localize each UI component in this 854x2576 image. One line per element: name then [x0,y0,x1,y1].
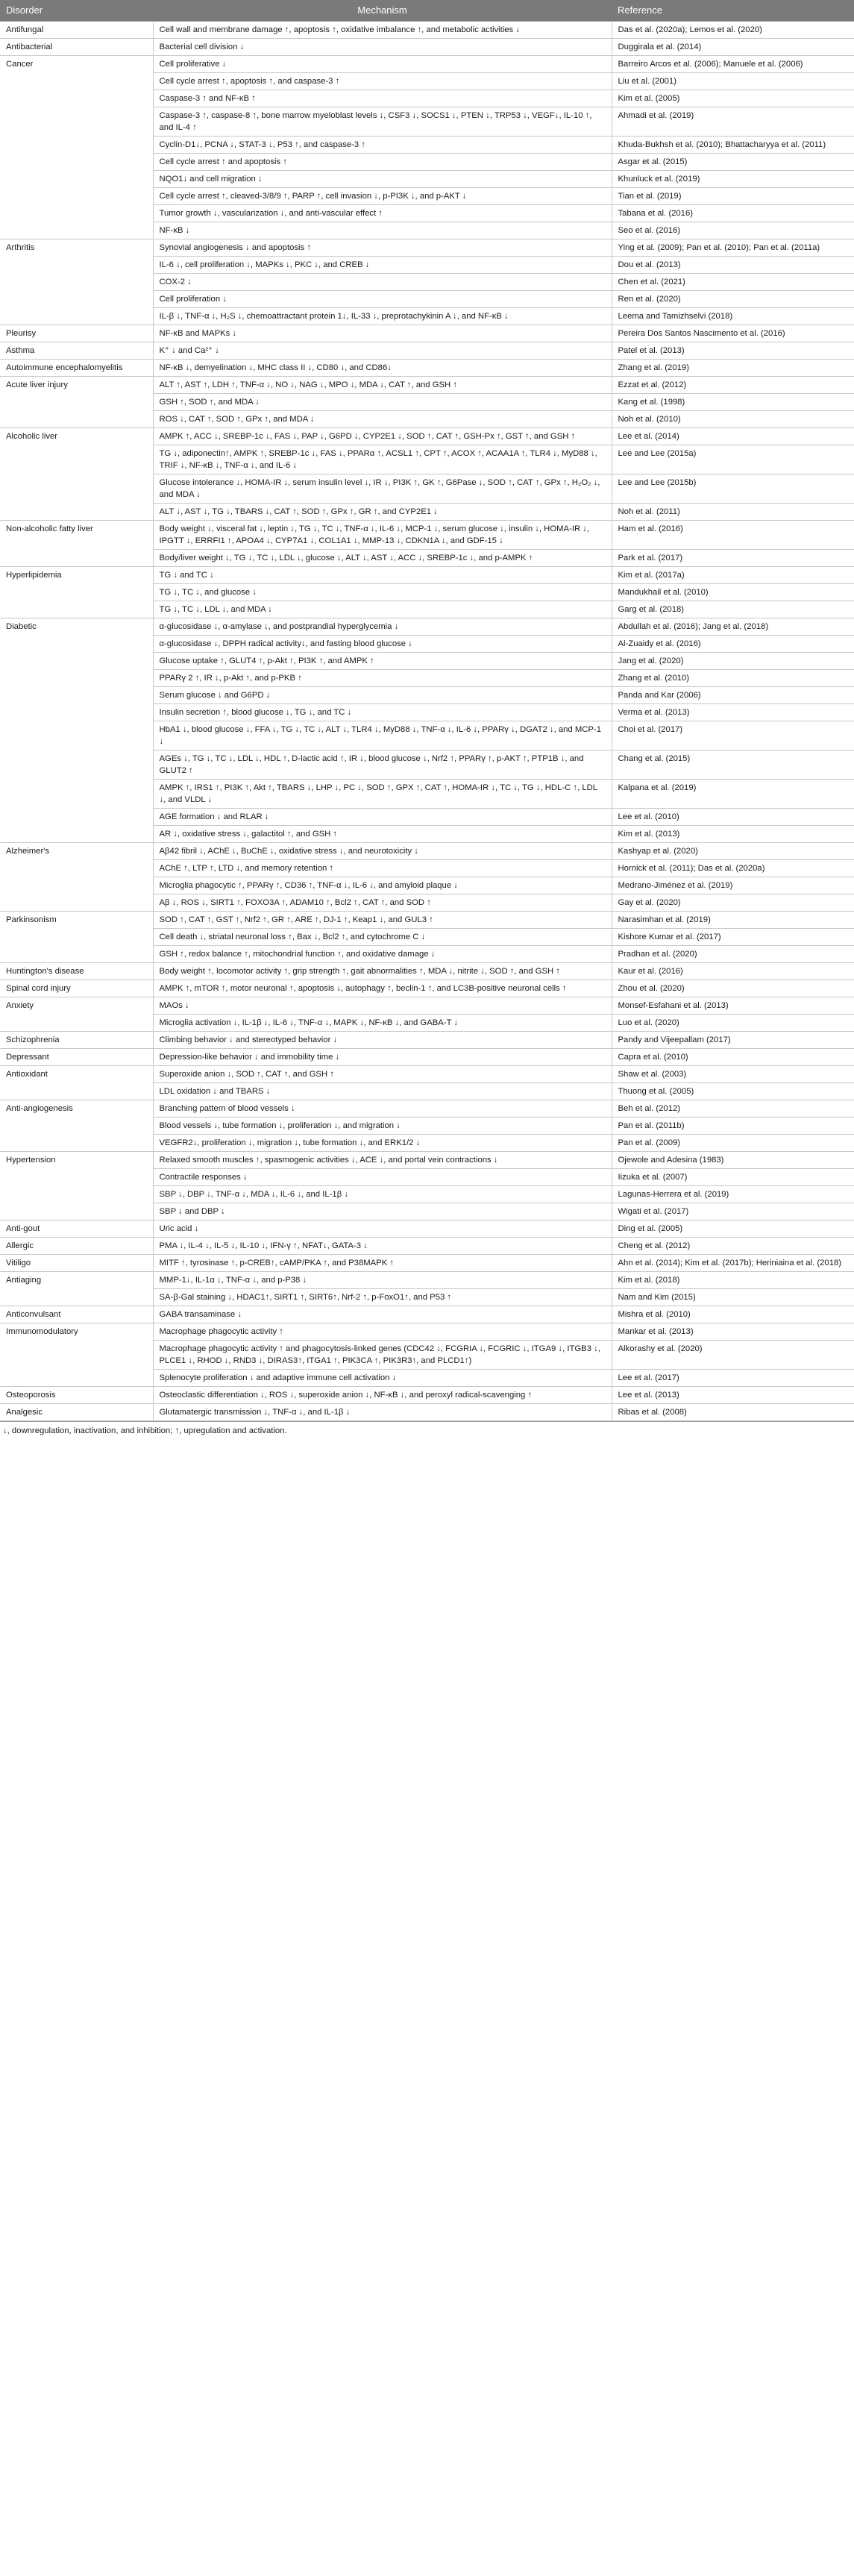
reference-cell: Chang et al. (2015) [612,750,854,780]
mechanism-cell: IL-β ↓, TNF-α ↓, H₂S ↓, chemoattractant protein 1↓, IL-33 ↓, preprotachykinin A ↓, and NF-κB ↓ [153,308,612,325]
disorder-cell: Antioxidant [0,1066,153,1100]
reference-cell: Luo et al. (2020) [612,1015,854,1032]
mechanism-cell: AMPK ↑, IRS1 ↑, PI3K ↑, Akt ↑, TBARS ↓, LHP ↓, PC ↓, SOD ↑, GPX ↑, CAT ↑, HOMA-IR ↓, TC ↓, TG ↓, HDL-C ↑, LDL ↓, and VLDL ↓ [153,780,612,809]
mechanism-cell: ROS ↓, CAT ↑, SOD ↑, GPx ↑, and MDA ↓ [153,411,612,428]
mechanism-cell: MITF ↑, tyrosinase ↑, p-CREB↑, cAMP/PKA ↑, and P38MAPK ↑ [153,1255,612,1272]
mechanism-cell: LDL oxidation ↓ and TBARS ↓ [153,1083,612,1100]
mechanism-cell: Depression-like behavior ↓ and immobility time ↓ [153,1049,612,1066]
reference-cell: Panda and Kar (2006) [612,687,854,704]
disorder-cell: Depressant [0,1049,153,1066]
table-row [0,239,854,257]
reference-cell: Liu et al. (2001) [612,73,854,90]
mechanism-cell: Cell proliferative ↓ [153,56,612,73]
reference-cell: Ahn et al. (2014); Kim et al. (2017b); Heriniaina et al. (2018) [612,1255,854,1272]
mechanism-cell: Branching pattern of blood vessels ↓ [153,1100,612,1118]
disorder-cell: Alzheimer's [0,843,153,912]
reference-cell: Lee and Lee (2015a) [612,445,854,474]
reference-cell: Khuda-Bukhsh et al. (2010); Bhattacharyya et al. (2011) [612,137,854,154]
reference-cell: Pradhan et al. (2020) [612,946,854,963]
mechanism-cell: Serum glucose ↓ and G6PD ↓ [153,687,612,704]
disorder-cell: Non-alcoholic fatty liver [0,521,153,567]
header-row [0,0,854,22]
reference-cell: Ham et al. (2016) [612,521,854,550]
disorder-cell: Allergic [0,1238,153,1255]
mechanism-cell: SBP ↓ and DBP ↓ [153,1203,612,1220]
reference-cell: Lee et al. (2013) [612,1387,854,1404]
mechanism-cell: TG ↓, TC ↓, LDL ↓, and MDA ↓ [153,601,612,618]
mechanism-cell: NQO1↓ and cell migration ↓ [153,171,612,188]
mechanism-cell: IL-6 ↓, cell proliferation ↓, MAPKs ↓, PKC ↓, and CREB ↓ [153,257,612,274]
reference-cell: Tabana et al. (2016) [612,205,854,222]
disorder-cell: Alcoholic liver [0,428,153,521]
table-header [0,0,854,22]
table-row [0,1306,854,1323]
mechanism-cell: MAOs ↓ [153,997,612,1015]
mechanism-cell: Tumor growth ↓, vascularization ↓, and anti-vascular effect ↑ [153,205,612,222]
table-row [0,1066,854,1083]
disorder-cell: Anti-angiogenesis [0,1100,153,1152]
reference-cell: Pan et al. (2011b) [612,1118,854,1135]
mechanism-cell: Glutamatergic transmission ↓, TNF-α ↓, and IL-1β ↓ [153,1404,612,1421]
reference-cell: Pandy and Vijeepallam (2017) [612,1032,854,1049]
reference-cell: Lee and Lee (2015b) [612,474,854,504]
reference-cell: Thuong et al. (2005) [612,1083,854,1100]
table-row [0,22,854,39]
disorder-cell: Osteoporosis [0,1387,153,1404]
reference-cell: Mandukhail et al. (2010) [612,584,854,601]
table-row [0,1049,854,1066]
table-row [0,521,854,550]
mechanism-cell: Caspase-3 ↑, caspase-8 ↑, bone marrow myeloblast levels ↓, CSF3 ↓, SOCS1 ↓, PTEN ↓, TRP53 ↓, VEGF↓, IL-10 ↑, and IL-4 ↑ [153,107,612,137]
mechanism-cell: Splenocyte proliferation ↓ and adaptive immune cell activation ↓ [153,1370,612,1387]
mechanism-cell: α-glucosidase ↓, DPPH radical activity↓, and fasting blood glucose ↓ [153,636,612,653]
reference-cell: Lee et al. (2010) [612,809,854,826]
mechanism-cell: TG ↓, adiponectin↑, AMPK ↑, SREBP-1c ↓, FAS ↓, PPARα ↑, ACSL1 ↑, CPT ↑, ACOX ↑, ACAA1A ↑, TLR4 ↓, MyD88 ↓, TRIF ↓, NF-κB ↓, TNF-α ↓, and IL-6 ↓ [153,445,612,474]
header-mechanism: Mechanism [153,0,612,22]
mechanism-cell: Cell cycle arrest ↑, apoptosis ↑, and caspase-3 ↑ [153,73,612,90]
reference-cell: Gay et al. (2020) [612,894,854,912]
reference-cell: Medrano-Jiménez et al. (2019) [612,877,854,894]
mechanism-cell: HbA1 ↓, blood glucose ↓, FFA ↓, TG ↓, TC ↓, ALT ↓, TLR4 ↓, MyD88 ↓, TNF-α ↓, IL-6 ↓, PPARγ ↓, DGAT2 ↓, and MCP-1 ↓ [153,721,612,750]
mechanism-cell: GSH ↑, redox balance ↑, mitochondrial function ↑, and oxidative damage ↓ [153,946,612,963]
table-row [0,618,854,636]
disorder-cell: Arthritis [0,239,153,325]
table-row [0,1323,854,1341]
mechanism-cell: TG ↓, TC ↓, and glucose ↓ [153,584,612,601]
mechanism-cell: SBP ↓, DBP ↓, TNF-α ↓, MDA ↓, IL-6 ↓, and IL-1β ↓ [153,1186,612,1203]
mechanism-cell: Body weight ↓, visceral fat ↓, leptin ↓, TG ↓, TC ↓, TNF-α ↓, IL-6 ↓, MCP-1 ↓, serum glucose ↓, insulin ↓, HOMA-IR ↓, IPGTT ↓, ERRFI1 ↑, APOA4 ↓, CYP7A1 ↓, COL1A1 ↓, MMP-13 ↓, CDKN1A ↓, and GDF-15 ↓ [153,521,612,550]
disorder-cell: Pleurisy [0,325,153,342]
mechanism-cell: ALT ↑, AST ↑, LDH ↑, TNF-α ↓, NO ↓, NAG ↓, MPO ↓, MDA ↓, CAT ↑, and GSH ↑ [153,377,612,394]
mechanism-cell: Osteoclastic differentiation ↓, ROS ↓, superoxide anion ↓, NF-κB ↓, and peroxyl radical-scavenging ↑ [153,1387,612,1404]
reference-cell: Khunluck et al. (2019) [612,171,854,188]
table-row [0,1255,854,1272]
mechanism-cell: Superoxide anion ↓, SOD ↑, CAT ↑, and GSH ↑ [153,1066,612,1083]
disorder-cell: Asthma [0,342,153,360]
reference-cell: Asgar et al. (2015) [612,154,854,171]
reference-cell: Kang et al. (1998) [612,394,854,411]
table-row [0,1387,854,1404]
mechanism-cell: PPARγ 2 ↑, IR ↓, p-Akt ↑, and p-PKB ↑ [153,670,612,687]
mechanism-cell: MMP-1↓, IL-1α ↓, TNF-α ↓, and p-P38 ↓ [153,1272,612,1289]
mechanism-cell: Macrophage phagocytic activity ↑ [153,1323,612,1341]
disorder-cell: Analgesic [0,1404,153,1421]
disorder-cell: Schizophrenia [0,1032,153,1049]
mechanism-cell: α-glucosidase ↓, α-amylase ↓, and postprandial hyperglycemia ↓ [153,618,612,636]
reference-cell: Abdullah et al. (2016); Jang et al. (2018) [612,618,854,636]
mechanism-cell: Cell cycle arrest ↑ and apoptosis ↑ [153,154,612,171]
table-row [0,1100,854,1118]
mechanism-cell: COX-2 ↓ [153,274,612,291]
mechanism-cell: AGE formation ↓ and RLAR ↓ [153,809,612,826]
mechanism-cell: Aβ ↓, ROS ↓, SIRT1 ↑, FOXO3A ↑, ADAM10 ↑, Bcl2 ↑, CAT ↑, and SOD ↑ [153,894,612,912]
table-row [0,377,854,394]
disorder-cell: Vitiligo [0,1255,153,1272]
mechanism-cell: GSH ↑, SOD ↑, and MDA ↓ [153,394,612,411]
mechanism-cell: AMPK ↑, mTOR ↑, motor neuronal ↑, apoptosis ↓, autophagy ↑, beclin-1 ↑, and LC3B-positive neuronal cells ↑ [153,980,612,997]
mechanism-cell: Glucose intolerance ↓, HOMA-IR ↓, serum insulin level ↓, IR ↓, PI3K ↑, GK ↑, G6Pase ↓, SOD ↑, CAT ↑, GPx ↑, H₂O₂ ↓, and MDA ↓ [153,474,612,504]
mechanism-cell: Body/liver weight ↓, TG ↓, TC ↓, LDL ↓, glucose ↓, ALT ↓, AST ↓, ACC ↓, SREBP-1c ↓, and p-AMPK ↑ [153,550,612,567]
mechanism-cell: K⁺ ↓ and Ca²⁺ ↓ [153,342,612,360]
reference-cell: Alkorashy et al. (2020) [612,1341,854,1370]
mechanism-cell: ALT ↓, AST ↓, TG ↓, TBARS ↓, CAT ↑, SOD ↑, GPx ↑, GR ↑, and CYP2E1 ↓ [153,504,612,521]
mechanism-cell: VEGFR2↓, proliferation ↓, migration ↓, tube formation ↓, and ERK1/2 ↓ [153,1135,612,1152]
reference-cell: Kim et al. (2013) [612,826,854,843]
mechanism-cell: AChE ↑, LTP ↑, LTD ↓, and memory retention ↑ [153,860,612,877]
reference-cell: Verma et al. (2013) [612,704,854,721]
reference-cell: Lee et al. (2017) [612,1370,854,1387]
reference-cell: Hornick et al. (2011); Das et al. (2020a) [612,860,854,877]
mechanism-cell: Macrophage phagocytic activity ↑ and phagocytosis-linked genes (CDC42 ↓, FCGRIA ↓, FCGRIC ↓, ITGA9 ↓, ITGB3 ↓, PLCE1 ↓, RHOD ↓, RND3 ↓, DIRAS3↑, ITGA1 ↑, PIK3CA ↑, PIK3R3↑, and PLCD1↑) [153,1341,612,1370]
reference-cell: Das et al. (2020a); Lemos et al. (2020) [612,22,854,39]
reference-cell: Zhou et al. (2020) [612,980,854,997]
reference-cell: Kishore Kumar et al. (2017) [612,929,854,946]
disorder-cell: Antiaging [0,1272,153,1306]
mechanism-cell: Insulin secretion ↑, blood glucose ↓, TG ↓, and TC ↓ [153,704,612,721]
mechanism-cell: TG ↓ and TC ↓ [153,567,612,584]
reference-cell: Garg et al. (2018) [612,601,854,618]
reference-cell: Patel et al. (2013) [612,342,854,360]
disorder-cell: Diabetic [0,618,153,843]
table-row [0,567,854,584]
reference-cell: Dou et al. (2013) [612,257,854,274]
reference-cell: Ezzat et al. (2012) [612,377,854,394]
reference-cell: Zhang et al. (2019) [612,360,854,377]
reference-cell: Monsef-Esfahani et al. (2013) [612,997,854,1015]
reference-cell: Ojewole and Adesina (1983) [612,1152,854,1169]
mechanism-cell: Contractile responses ↓ [153,1169,612,1186]
mechanism-cell: Uric acid ↓ [153,1220,612,1238]
table-row [0,963,854,980]
disorder-cell: Hyperlipidemia [0,567,153,618]
mechanism-cell: Blood vessels ↓, tube formation ↓, proliferation ↓, and migration ↓ [153,1118,612,1135]
disorder-cell: Antifungal [0,22,153,39]
reference-cell: Kaur et al. (2016) [612,963,854,980]
table-row [0,360,854,377]
mechanism-cell: Microglia phagocytic ↑, PPARγ ↑, CD36 ↑, TNF-α ↓, IL-6 ↓, and amyloid plaque ↓ [153,877,612,894]
disorder-cell: Spinal cord injury [0,980,153,997]
disorder-cell: Antibacterial [0,39,153,56]
reference-cell: Zhang et al. (2010) [612,670,854,687]
disorder-cell: Huntington's disease [0,963,153,980]
reference-cell: Al-Zuaidy et al. (2016) [612,636,854,653]
table-row [0,1272,854,1289]
reference-cell: Park et al. (2017) [612,550,854,567]
mechanism-cell: Glucose uptake ↑, GLUT4 ↑, p-Akt ↑, PI3K ↑, and AMPK ↑ [153,653,612,670]
reference-cell: Lagunas-Herrera et al. (2019) [612,1186,854,1203]
table-row [0,912,854,929]
table-row [0,1220,854,1238]
disorder-cell: Anti-gout [0,1220,153,1238]
reference-cell: Pan et al. (2009) [612,1135,854,1152]
reference-cell: Lee et al. (2014) [612,428,854,445]
reference-cell: Pereira Dos Santos Nascimento et al. (2016) [612,325,854,342]
mechanism-cell: AR ↓, oxidative stress ↓, galactitol ↑, and GSH ↑ [153,826,612,843]
reference-cell: Kim et al. (2018) [612,1272,854,1289]
reference-cell: Noh et al. (2010) [612,411,854,428]
reference-cell: Kim et al. (2005) [612,90,854,107]
reference-cell: Nam and Kim (2015) [612,1289,854,1306]
disorder-cell: Anxiety [0,997,153,1032]
table-row [0,56,854,73]
reference-cell: Barreiro Arcos et al. (2006); Manuele et al. (2006) [612,56,854,73]
mechanism-cell: Synovial angiogenesis ↓ and apoptosis ↑ [153,239,612,257]
disorder-cell: Hypertension [0,1152,153,1220]
mechanism-cell: Microglia activation ↓, IL-1β ↓, IL-6 ↓, TNF-α ↓, MAPK ↓, NF-κB ↓, and GABA-T ↓ [153,1015,612,1032]
reference-cell: Chen et al. (2021) [612,274,854,291]
reference-cell: Ribas et al. (2008) [612,1404,854,1421]
reference-cell: Kim et al. (2017a) [612,567,854,584]
reference-cell: Mishra et al. (2010) [612,1306,854,1323]
table-body [0,22,854,1421]
mechanism-cell: Climbing behavior ↓ and stereotyped behavior ↓ [153,1032,612,1049]
reference-cell: Narasimhan et al. (2019) [612,912,854,929]
mechanism-cell: AGEs ↓, TG ↓, TC ↓, LDL ↓, HDL ↑, D-lactic acid ↑, IR ↓, blood glucose ↓, Nrf2 ↑, PPARγ ↑, p-AKT ↑, PTP1B ↓, and GLUT2 ↑ [153,750,612,780]
reference-cell: Capra et al. (2010) [612,1049,854,1066]
mechanism-cell: Relaxed smooth muscles ↑, spasmogenic activities ↓, ACE ↓, and portal vein contractions ↓ [153,1152,612,1169]
table-row [0,1032,854,1049]
header-reference: Reference [612,0,854,22]
reference-cell: Duggirala et al. (2014) [612,39,854,56]
reference-cell: Ying et al. (2009); Pan et al. (2010); Pan et al. (2011a) [612,239,854,257]
mechanism-cell: AMPK ↑, ACC ↓, SREBP-1c ↓, FAS ↓, PAP ↓, G6PD ↓, CYP2E1 ↓, SOD ↑, CAT ↑, GSH-Px ↑, GST ↑, and GSH ↑ [153,428,612,445]
disorder-cell: Anticonvulsant [0,1306,153,1323]
disorder-cell: Immunomodulatory [0,1323,153,1387]
mechanism-cell: Cell wall and membrane damage ↑, apoptosis ↑, oxidative imbalance ↑, and metabolic activities ↓ [153,22,612,39]
disorder-cell: Parkinsonism [0,912,153,963]
disorder-cell: Acute liver injury [0,377,153,428]
mechanism-cell: SA-β-Gal staining ↓, HDAC1↑, SIRT1 ↑, SIRT6↑, Nrf-2 ↑, p-FoxO1↑, and P53 ↑ [153,1289,612,1306]
reference-cell: Choi et al. (2017) [612,721,854,750]
table-row [0,325,854,342]
reference-cell: Wigati et al. (2017) [612,1203,854,1220]
mechanism-cell: GABA transaminase ↓ [153,1306,612,1323]
reference-cell: Iizuka et al. (2007) [612,1169,854,1186]
reference-cell: Tian et al. (2019) [612,188,854,205]
reference-cell: Noh et al. (2011) [612,504,854,521]
reference-cell: Ren et al. (2020) [612,291,854,308]
mechanism-cell: Bacterial cell division ↓ [153,39,612,56]
table-row [0,1152,854,1169]
reference-cell: Mankar et al. (2013) [612,1323,854,1341]
reference-cell: Beh et al. (2012) [612,1100,854,1118]
table-row [0,1404,854,1421]
reference-cell: Jang et al. (2020) [612,653,854,670]
reference-cell: Ahmadi et al. (2019) [612,107,854,137]
mechanism-cell: Cell proliferation ↓ [153,291,612,308]
mechanism-cell: NF-κB and MAPKs ↓ [153,325,612,342]
mechanism-cell: Caspase-3 ↑ and NF-κB ↑ [153,90,612,107]
table-row [0,39,854,56]
mechanism-cell: SOD ↑, CAT ↑, GST ↑, Nrf2 ↑, GR ↑, ARE ↑, DJ-1 ↑, Keap1 ↓, and GUL3 ↑ [153,912,612,929]
mechanism-cell: NF-κB ↓, demyelination ↓, MHC class II ↓, CD80 ↓, and CD86↓ [153,360,612,377]
mechanism-cell: Body weight ↑, locomotor activity ↑, grip strength ↑, gait abnormalities ↑, MDA ↓, nitrite ↓, SOD ↑, and GSH ↑ [153,963,612,980]
table-row [0,428,854,445]
mechanism-cell: Cell cycle arrest ↑, cleaved-3/8/9 ↑, PARP ↑, cell invasion ↓, p-PI3K ↓, and p-AKT ↓ [153,188,612,205]
header-disorder: Disorder [0,0,153,22]
disorder-cell: Autoimmune encephalomyelitis [0,360,153,377]
reference-cell: Leema and Tamizhselvi (2018) [612,308,854,325]
table-row [0,342,854,360]
mechanism-cell: Aβ42 fibril ↓, AChE ↓, BuChE ↓, oxidative stress ↓, and neurotoxicity ↓ [153,843,612,860]
reference-cell: Shaw et al. (2003) [612,1066,854,1083]
mechanism-cell: PMA ↓, IL-4 ↓, IL-5 ↓, IL-10 ↓, IFN-γ ↑, NFAT↓, GATA-3 ↓ [153,1238,612,1255]
mechanism-cell: NF-κB ↓ [153,222,612,239]
reference-cell: Seo et al. (2016) [612,222,854,239]
table-row [0,980,854,997]
reference-cell: Cheng et al. (2012) [612,1238,854,1255]
reference-cell: Ding et al. (2005) [612,1220,854,1238]
table-footnote: ↓, downregulation, inactivation, and inhibition; ↑, upregulation and activation. [0,1421,854,1440]
disorder-cell: Cancer [0,56,153,239]
mechanism-cell: Cyclin-D1↓, PCNA ↓, STAT-3 ↓, P53 ↑, and caspase-3 ↑ [153,137,612,154]
reference-cell: Kashyap et al. (2020) [612,843,854,860]
table-row [0,997,854,1015]
table-row [0,1238,854,1255]
mechanism-cell: Cell death ↓, striatal neuronal loss ↑, Bax ↓, Bcl2 ↑, and cytochrome C ↓ [153,929,612,946]
reference-cell: Kalpana et al. (2019) [612,780,854,809]
table-row [0,843,854,860]
